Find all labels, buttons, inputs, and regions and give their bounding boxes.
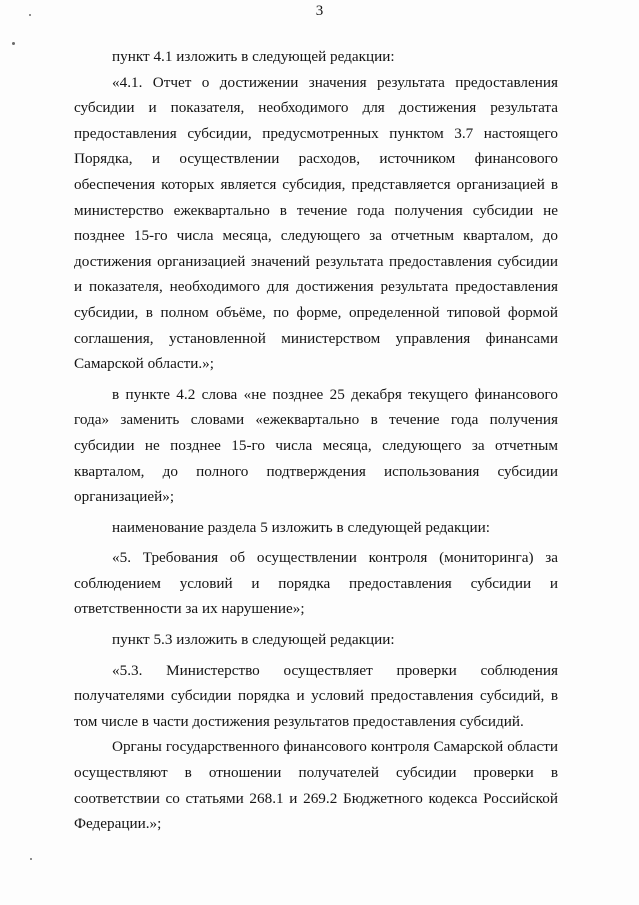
paragraph-clause-4-1-intro: пункт 4.1 изложить в следующей редакции: (112, 48, 395, 65)
scan-speck (29, 14, 31, 16)
paragraph-clause-4-2-amendment: в пункте 4.2 слова «не позднее 25 декабря текущего финансового года» заменить словами «ежеквартально в течение года получения субсидии не позднее 15-го числа месяца, следующего за отчетным кварталом, до полного подтверждения использования субсидии организацией»; (74, 385, 558, 506)
paragraph-section-5-title: «5. Требования об осуществлении контроля (мониторинга) за соблюдением условий и порядка предоставления субсидии и ответственности за их нарушение»; (74, 549, 558, 618)
paragraph-section-5-title-intro: наименование раздела 5 изложить в следующей редакции: (112, 518, 490, 536)
paragraph-state-financial-control: Органы государственного финансового контроля Самарской области осуществляют в отношении получателей субсидии проверки в соответствии со статьями 268.1 и 269.2 Бюджетного кодекса Российской Федерации.»; (74, 738, 558, 833)
paragraph-clause-4-1-text: «4.1. Отчет о достижении значения результата предоставления субсидии и показателя, необходимого для достижения результата предоставления субсидии, предусмотренных пунктом 3.7 настоящего Порядка, и осуществлении расходов, источником финансового обеспечения которых является субсидия, представляется организацией в министерство ежеквартально в течение года получения субсидии не позднее 15-го числа месяца, следующего за отчетным кварталом, до достижения организацией значений результата предоставления субсидии и показателя, необходимого для достижения результата предоставления субсидии, в полном объёме, по форме, определенной типовой формой соглашения, установленной министерством управления финансами Самарской области.»; (74, 73, 558, 373)
scan-speck (30, 858, 32, 860)
scan-speck (12, 42, 15, 45)
paragraph-clause-5-3-intro: пункт 5.3 изложить в следующей редакции: (112, 631, 395, 649)
page-number: 3 (315, 3, 324, 19)
paragraph-clause-5-3-text: «5.3. Министерство осуществляет проверки соблюдения получателями субсидии порядка и условий предоставления субсидий, в том числе в части достижения результатов предоставления субсидий. (74, 661, 558, 730)
document-body (74, 44, 558, 842)
